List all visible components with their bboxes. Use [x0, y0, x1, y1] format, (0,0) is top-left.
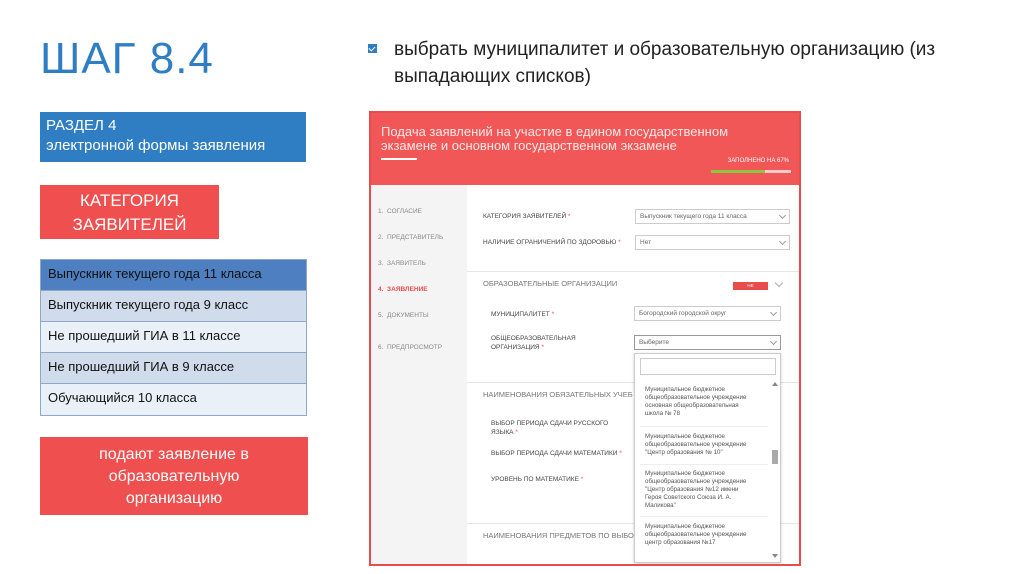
- category-select-value: Выпускник текущего года 11 класса: [640, 213, 747, 220]
- category-item: Не прошедший ГИА в 9 классе: [41, 353, 306, 384]
- municipality-field-label: МУНИЦИПАЛИТЕТ *: [491, 311, 555, 318]
- nav-num: 4.: [378, 286, 384, 293]
- nav-item-preview[interactable]: [378, 344, 442, 351]
- scrollbar-thumb[interactable]: [772, 450, 778, 464]
- nav-label: ПРЕДСТАВИТЕЛЬ: [387, 234, 444, 241]
- category-box: [40, 185, 219, 239]
- municipality-select[interactable]: [634, 306, 781, 321]
- option-divider: [640, 464, 768, 465]
- chevron-down-icon: [779, 238, 786, 245]
- app-header-title: Подача заявлений на участие в едином государственном экзамене и основном государственном экзамене: [381, 124, 729, 153]
- header-underline: [381, 158, 417, 160]
- nav-num: 3.: [378, 260, 384, 267]
- category-item: Выпускник текущего года 9 класс: [41, 291, 306, 322]
- apply-box-line-1: подают заявление в: [99, 446, 249, 463]
- scroll-down-arrow-icon[interactable]: [772, 554, 778, 558]
- math-level-label: УРОВЕНЬ ПО МАТЕМАТИКЕ *: [491, 476, 584, 483]
- progress-bar: [711, 170, 791, 173]
- step-navigation: [371, 185, 467, 566]
- chevron-down-icon: [770, 338, 777, 345]
- chevron-down-icon: [770, 309, 777, 316]
- category-select[interactable]: [635, 209, 790, 224]
- health-select-value: Нет: [640, 239, 652, 246]
- instruction-text: выбрать муниципалитет и образовательную организацию (из выпадающих списков): [394, 39, 936, 87]
- application-form: [467, 185, 799, 566]
- section-box: [40, 112, 306, 162]
- org-select-placeholder: Выберите: [639, 339, 670, 346]
- step-title: ШАГ 8.4: [40, 34, 214, 83]
- nav-num: 1.: [378, 208, 384, 215]
- edu-orgs-section-header[interactable]: ОБРАЗОВАТЕЛЬНЫЕ ОРГАНИЗАЦИИ: [467, 271, 799, 295]
- optional-subjects-section-header[interactable]: НАИМЕНОВАНИЯ ПРЕДМЕТОВ ПО ВЫБО: [467, 523, 799, 547]
- category-item: Обучающийся 10 класса: [41, 384, 306, 415]
- category-box-line-2: ЗАЯВИТЕЛЕЙ: [72, 215, 187, 234]
- checkbox-bullet-icon: [368, 44, 377, 53]
- municipality-select-value: Богородский городской округ: [639, 310, 727, 317]
- org-dropdown-list: [634, 353, 781, 563]
- russian-period-label: ВЫБОР ПЕРИОДА СДАЧИ РУССКОГО ЯЗЫКА *: [491, 420, 609, 436]
- nav-label: ДОКУМЕНТЫ: [387, 312, 429, 319]
- nav-item-consent[interactable]: [378, 208, 422, 215]
- math-period-label: ВЫБОР ПЕРИОДА СДАЧИ МАТЕМАТИКИ *: [491, 450, 622, 457]
- nav-num: 5.: [378, 312, 384, 319]
- progress-label: ЗАПОЛНЕНО НА 67%: [727, 158, 789, 164]
- option-divider: [640, 426, 768, 427]
- nav-item-representative[interactable]: [378, 234, 443, 241]
- dropdown-option[interactable]: Муниципальное бюджетное общеобразовательное учреждение основная общеобразовательная школа № 78: [645, 386, 747, 417]
- nav-num: 2.: [378, 234, 384, 241]
- progress-bar-fill: [711, 170, 765, 173]
- section-caption: электронной формы заявления: [46, 137, 266, 154]
- nav-label: ПРЕДПРОСМОТР: [387, 344, 443, 351]
- category-field-label: КАТЕГОРИЯ ЗАЯВИТЕЛЕЙ *: [483, 213, 571, 220]
- dropdown-option[interactable]: Муниципальное бюджетное общеобразовательное учреждение "Центр образования № 10": [645, 433, 747, 456]
- mandatory-subjects-section-header[interactable]: НАИМЕНОВАНИЯ ОБЯЗАТЕЛЬНЫХ УЧЕБ: [467, 382, 799, 406]
- org-field-label: ОБЩЕОБРАЗОВАТЕЛЬНАЯ ОРГАНИЗАЦИЯ *: [491, 335, 576, 351]
- nav-num: 6.: [378, 344, 384, 351]
- category-item: Не прошедший ГИА в 11 классе: [41, 322, 306, 353]
- category-list: [40, 259, 307, 416]
- nav-item-applicant[interactable]: [378, 260, 426, 267]
- apply-box-line-3: организацию: [125, 490, 223, 507]
- apply-box-line-2: образовательную: [108, 468, 240, 485]
- application-screenshot: [369, 111, 801, 566]
- chevron-down-icon: [779, 212, 786, 219]
- scroll-up-arrow-icon[interactable]: [772, 382, 778, 386]
- nav-item-application[interactable]: [378, 286, 428, 293]
- dropdown-option[interactable]: Муниципальное бюджетное общеобразовательное учреждение "Центр образования №12 имени Героя Советского Союза И. А. Маликова": [645, 470, 747, 509]
- category-item: Выпускник текущего года 11 класса: [41, 260, 306, 291]
- option-divider: [640, 516, 768, 517]
- category-box-line-1: КАТЕГОРИЯ: [80, 191, 179, 210]
- nav-item-documents[interactable]: [378, 312, 429, 319]
- dropdown-search-input[interactable]: [640, 358, 776, 375]
- health-select[interactable]: [635, 235, 790, 250]
- section-number: РАЗДЕЛ 4: [46, 117, 117, 134]
- apply-box: [40, 437, 308, 515]
- nav-label: СОГЛАСИЕ: [387, 208, 422, 215]
- not-filled-badge: НЕ ЗАПОЛНЕНО: [733, 282, 768, 290]
- nav-label: ЗАЯВИТЕЛЬ: [387, 260, 426, 267]
- app-header: [371, 113, 799, 185]
- nav-label: ЗАЯВЛЕНИЕ: [387, 286, 428, 293]
- dropdown-option[interactable]: Муниципальное бюджетное общеобразовательное учреждение центр образования №17: [645, 523, 747, 546]
- health-field-label: НАЛИЧИЕ ОГРАНИЧЕНИЙ ПО ЗДОРОВЬЮ *: [483, 239, 621, 246]
- org-select[interactable]: [634, 335, 781, 350]
